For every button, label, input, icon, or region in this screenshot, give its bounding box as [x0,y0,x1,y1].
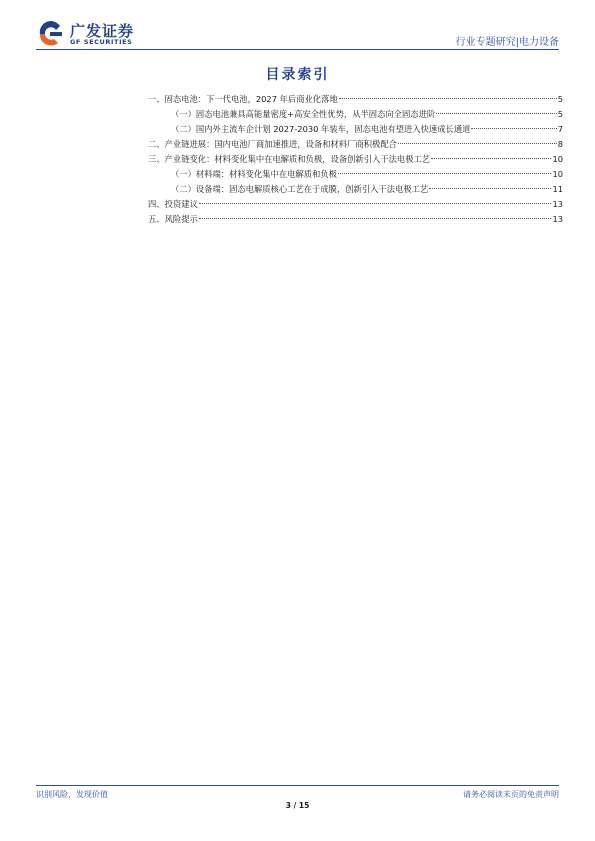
toc-entry[interactable] [148,197,563,212]
toc-entry[interactable] [148,122,563,137]
logo-chinese-name: 广发证券 [70,22,135,40]
toc-entry-page: 13 [552,214,563,224]
table-of-contents [148,92,563,227]
toc-dot-leader [338,173,551,174]
toc-entry-page: 11 [552,184,563,194]
toc-entry-page: 5 [557,94,563,104]
toc-entry-page: 5 [557,109,563,119]
company-logo [36,19,176,49]
toc-dot-leader [431,158,551,159]
toc-dot-leader [429,188,551,189]
toc-dot-leader [436,113,557,114]
toc-dot-leader [471,128,556,129]
toc-entry[interactable] [148,107,563,122]
toc-dot-leader [199,218,552,219]
toc-entry-label: （二）国内外主流车企计划 2027-2030 年装车，固态电池有望进入快速成长通道 [171,124,471,134]
toc-entry[interactable] [148,92,563,107]
report-category: 行业专题研究|电力设备 [455,37,559,48]
toc-entry-page: 7 [557,124,563,134]
toc-entry[interactable] [148,212,563,227]
page-number: 3 / 15 [285,801,310,810]
footer-disclaimer-note: 请务必阅读末页的免责声明 [463,790,559,799]
toc-entry-label: 五、风险提示 [148,214,198,224]
toc-entry[interactable] [148,167,563,182]
toc-entry[interactable] [148,137,563,152]
toc-entry[interactable] [148,182,563,197]
toc-entry-label: 四、投资建议 [148,199,198,209]
header-divider [36,49,559,50]
gf-logo-icon [36,19,66,49]
toc-entry-label: 一、固态电池：下一代电池，2027 年后商业化落地 [148,94,338,104]
toc-entry-page: 10 [552,154,563,164]
toc-entry-page: 8 [557,139,563,149]
toc-dot-leader [199,203,552,204]
toc-entry[interactable] [148,152,563,167]
toc-title: 目录索引 [265,67,330,83]
toc-entry-page: 13 [552,199,563,209]
toc-entry-page: 10 [552,169,563,179]
toc-entry-label: （二）设备端：固态电解质核心工艺在于成膜，创新引入干法电极工艺 [171,184,429,194]
toc-dot-leader [339,98,557,99]
toc-dot-leader [398,143,557,144]
toc-entry-label: 三、产业链变化：材料变化集中在电解质和负极，设备创新引入干法电极工艺 [148,154,431,164]
logo-english-name: GF SECURITIES [70,38,133,46]
toc-entry-label: （一）材料端：材料变化集中在电解质和负极 [171,169,337,179]
footer-slogan: 识别风险，发现价值 [36,790,108,799]
footer-divider [36,785,559,786]
toc-entry-label: 二、产业链进展：国内电池厂商加速推进，设备和材料厂商积极配合 [148,139,397,149]
toc-entry-label: （一）固态电池兼具高能量密度+高安全性优势，从半固态向全固态进阶 [171,109,436,119]
